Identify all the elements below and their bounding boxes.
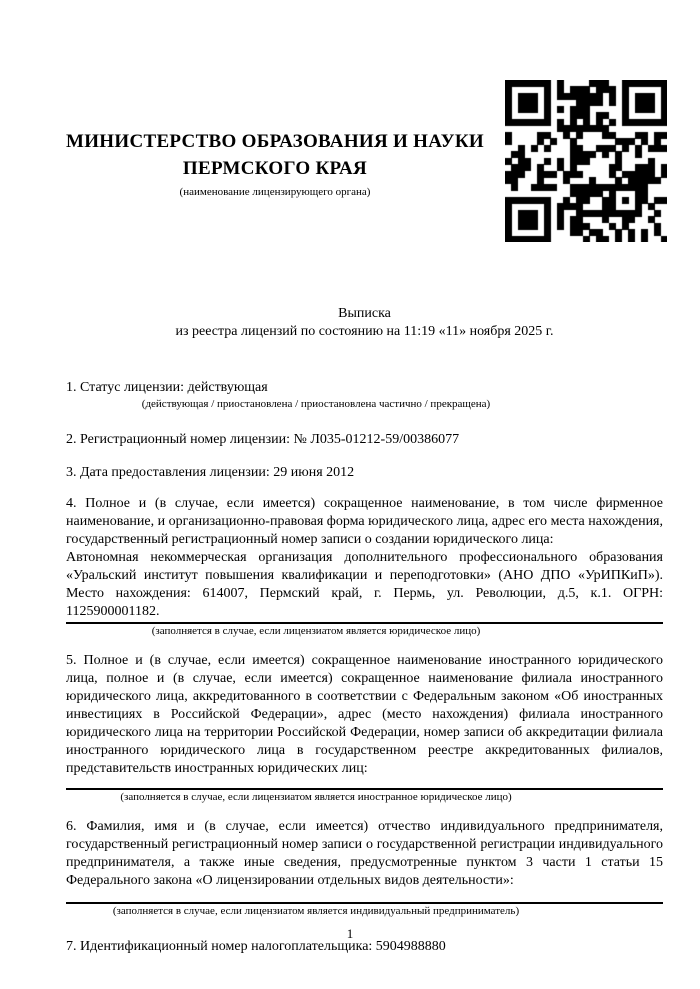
document-title-block: [66, 305, 663, 341]
item-3-grant-date: 3. Дата предоставления лицензии: 29 июня 2012: [66, 465, 355, 480]
qr-code-image: [505, 80, 667, 242]
ministry-name-line2: ПЕРМСКОГО КРАЯ: [182, 158, 368, 179]
item-4-legal-entity-label: 4. Полное и (в случае, если имеется) сокращенное наименование, в том числе фирменное наименование, и организационно-правовая форма юридического лица, адрес его места нахождения, государственный регистрационный номер записи о создании юридического лица:: [66, 496, 663, 547]
qr-code: [505, 80, 667, 242]
licensing-authority-header: [40, 128, 510, 199]
item-6-entrepreneur-label: 6. Фамилия, имя и (в случае, если имеется) отчество индивидуального предпринимателя, государственный регистрационный номер записи о государственной регистрации индивидуального предпринимателя, а также иные сведения, предусмотренные пунктом 3 части 1 статьи 15 Федерального закона «О лицензировании отдельных видов деятельности»:: [66, 819, 663, 888]
document-subtitle: из реестра лицензий по состоянию на 11:19 «11» ноября 2025 г.: [175, 324, 554, 339]
item-4-caption: (заполняется в случае, если лицензиатом является юридическое лицо): [151, 625, 481, 637]
item-1-license-status: 1. Статус лицензии: действующая: [66, 380, 268, 395]
item-4-legal-entity-value: Автономная некоммерческая организация дополнительного профессионального образования «Уральский институт повышения квалификации и переподготовки» (АНО ДПО «УрИПКиП»). Место нахождения: 614007, Пермский край, г. Пермь, ул. Революции, д.5, к.1. ОГРН: 1125900001182.: [66, 550, 663, 619]
ministry-caption: (наименование лицензирующего органа): [179, 186, 371, 198]
item-1-caption: (действующая / приостановлена / приостановлена частично / прекращена): [141, 398, 491, 410]
item-7-taxpayer-id: 7. Идентификационный номер налогоплательщика: 5904988880: [66, 939, 446, 954]
item-6-caption: (заполняется в случае, если лицензиатом является индивидуальный предприниматель): [112, 905, 520, 917]
page-number: 1: [346, 926, 354, 941]
item-5-foreign-entity-label: 5. Полное и (в случае, если имеется) сокращенное наименование иностранного юридического лица, полное и (в случае, если имеется) сокращенное наименование филиала иностранного юридического лица, аккредитованного в соответствии с Федеральным законом «Об иностранных инвестициях в Российской Федерации», адрес (место нахождения) филиала иностранного юридического лица на территории Российской Федерации, номер записи об аккредитации филиала иностранного юридического лица в государственном реестре аккредитованных филиалов, представительств иностранных юридических лиц:: [66, 653, 663, 776]
ministry-name-line1: МИНИСТЕРСТВО ОБРАЗОВАНИЯ И НАУКИ: [65, 131, 485, 152]
item-5-caption: (заполняется в случае, если лицензиатом является иностранное юридическое лицо): [120, 791, 512, 803]
document-title: Выписка: [338, 306, 391, 321]
item-2-registration-number: 2. Регистрационный номер лицензии: № Л035-01212-59/00386077: [66, 432, 460, 447]
document-body: [66, 297, 663, 956]
